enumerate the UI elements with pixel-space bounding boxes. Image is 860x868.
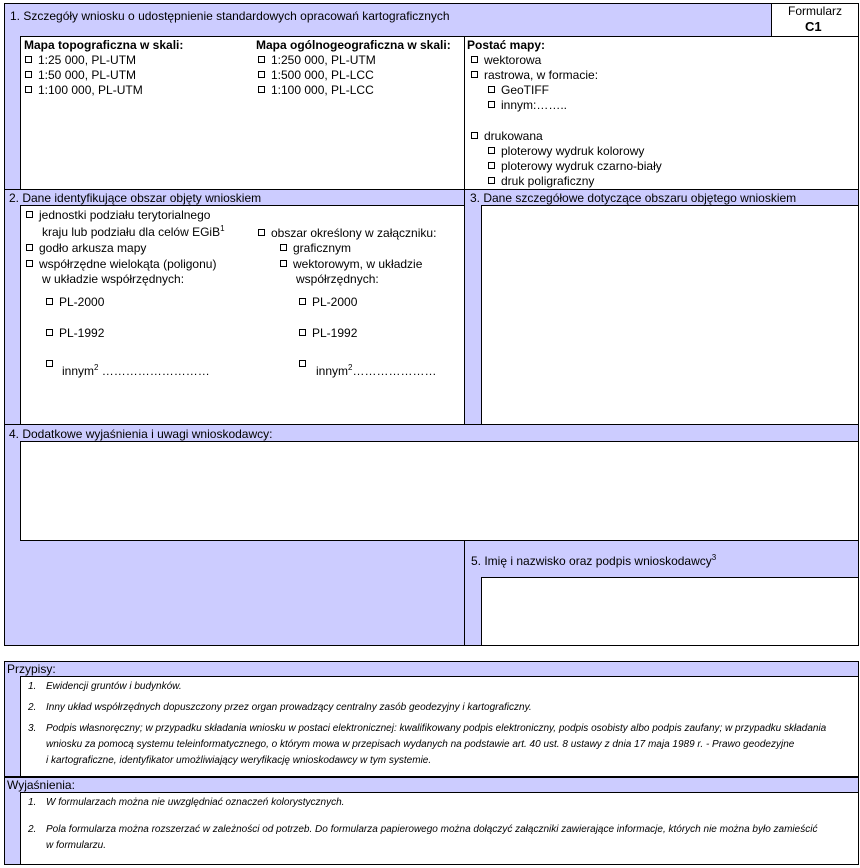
area-polygon[interactable]: współrzędne wielokąta (poligonu) bbox=[26, 257, 216, 271]
checkbox[interactable] bbox=[258, 56, 265, 63]
checkbox[interactable] bbox=[26, 211, 33, 218]
section-1-divider bbox=[464, 36, 465, 190]
topo-option-2[interactable]: 1:50 000, PL-UTM bbox=[25, 68, 136, 82]
geo-option-2[interactable]: 1:500 000, PL-LCC bbox=[258, 68, 374, 82]
checkbox[interactable] bbox=[26, 244, 33, 251]
checkbox[interactable] bbox=[258, 71, 265, 78]
checkbox[interactable] bbox=[25, 71, 32, 78]
explanations-title: Wyjaśnienia: bbox=[7, 778, 75, 792]
section-2-title: 2. Dane identyfikujące obszar objęty wnioskiem bbox=[9, 191, 262, 205]
checkbox[interactable] bbox=[471, 132, 478, 139]
geo-option-1[interactable]: 1:250 000, PL-UTM bbox=[258, 53, 376, 67]
divider-line bbox=[4, 189, 859, 190]
left-other[interactable] bbox=[46, 357, 59, 371]
topo-map-heading: Mapa topograficzna w skali: bbox=[24, 38, 184, 52]
section-3-title: 3. Dane szczegółowe dotyczące obszaru objętego wnioskiem bbox=[470, 191, 797, 205]
right-pl1992[interactable]: PL-1992 bbox=[299, 326, 357, 340]
checkbox[interactable] bbox=[488, 177, 495, 184]
checkbox[interactable] bbox=[280, 244, 287, 251]
geo-map-heading: Mapa ogólnogeograficzna w skali: bbox=[256, 38, 451, 52]
left-other-label: innym$^2$ ……………………… bbox=[62, 363, 210, 378]
checkbox[interactable] bbox=[299, 360, 306, 367]
attachment-vector-line2: współrzędnych: bbox=[296, 272, 379, 286]
checkbox[interactable] bbox=[258, 229, 265, 236]
right-other[interactable] bbox=[299, 357, 312, 371]
area-polygon-line2: w układzie współrzędnych: bbox=[42, 272, 185, 286]
footnotes-title: Przypisy: bbox=[7, 662, 56, 676]
area-units-line2: kraju lub podziału dla celów EGiB$^1$ bbox=[42, 224, 225, 239]
area-attachment[interactable]: obszar określony w załączniku: bbox=[258, 226, 436, 240]
checkbox[interactable] bbox=[488, 162, 495, 169]
checkbox[interactable] bbox=[46, 360, 53, 367]
raster-geotiff[interactable]: GeoTIFF bbox=[488, 83, 549, 97]
form-code: C1 bbox=[805, 19, 822, 34]
print-bw[interactable]: ploterowy wydruk czarno-biały bbox=[488, 159, 662, 173]
right-other-label: innym$^2$………………… bbox=[316, 363, 437, 378]
checkbox[interactable] bbox=[488, 147, 495, 154]
print-color[interactable]: ploterowy wydruk kolorowy bbox=[488, 144, 644, 158]
attachment-graphic[interactable]: graficznym bbox=[280, 241, 351, 255]
checkbox[interactable] bbox=[280, 260, 287, 267]
section-1-body bbox=[20, 36, 859, 190]
left-pl1992[interactable]: PL-1992 bbox=[46, 326, 104, 340]
area-sheet[interactable]: godło arkusza mapy bbox=[26, 241, 146, 255]
right-pl2000[interactable]: PL-2000 bbox=[299, 295, 357, 309]
map-form-heading: Postać mapy: bbox=[467, 38, 546, 52]
geo-option-3[interactable]: 1:100 000, PL-LCC bbox=[258, 83, 374, 97]
section-5-title: 5. Imię i nazwisko oraz podpis wnioskodawcy$^3$ bbox=[471, 553, 717, 568]
section-4-input[interactable] bbox=[20, 441, 859, 541]
raster-other[interactable]: innym:…….. bbox=[488, 98, 567, 112]
checkbox[interactable] bbox=[488, 86, 495, 93]
section-4-title: 4. Dodatkowe wyjaśnienia i uwagi wnioskodawcy: bbox=[9, 427, 273, 441]
checkbox[interactable] bbox=[25, 86, 32, 93]
checkbox[interactable] bbox=[46, 298, 53, 305]
left-pl2000[interactable]: PL-2000 bbox=[46, 295, 104, 309]
section-1-title: 1. Szczegóły wniosku o udostępnienie standardowych opracowań kartograficznych bbox=[10, 9, 450, 23]
format-raster[interactable]: rastrowa, w formacie: bbox=[471, 68, 598, 82]
checkbox[interactable] bbox=[26, 260, 33, 267]
checkbox[interactable] bbox=[299, 329, 306, 336]
section-3-input[interactable] bbox=[481, 205, 859, 425]
attachment-vector[interactable]: wektorowym, w układzie bbox=[280, 257, 422, 271]
checkbox[interactable] bbox=[471, 56, 478, 63]
checkbox[interactable] bbox=[258, 86, 265, 93]
format-vector[interactable]: wektorowa bbox=[471, 53, 541, 67]
topo-option-1[interactable]: 1:25 000, PL-UTM bbox=[25, 53, 136, 67]
form-label: Formularz bbox=[788, 4, 843, 18]
signature-box[interactable] bbox=[481, 577, 859, 646]
checkbox[interactable] bbox=[471, 71, 478, 78]
topo-option-3[interactable]: 1:100 000, PL-UTM bbox=[25, 83, 143, 97]
format-printed[interactable]: drukowana bbox=[471, 129, 543, 143]
checkbox[interactable] bbox=[46, 329, 53, 336]
checkbox[interactable] bbox=[299, 298, 306, 305]
checkbox[interactable] bbox=[25, 56, 32, 63]
checkbox[interactable] bbox=[488, 101, 495, 108]
print-poly[interactable]: druk poligraficzny bbox=[488, 174, 594, 188]
area-units[interactable]: jednostki podziału terytorialnego bbox=[26, 208, 210, 222]
